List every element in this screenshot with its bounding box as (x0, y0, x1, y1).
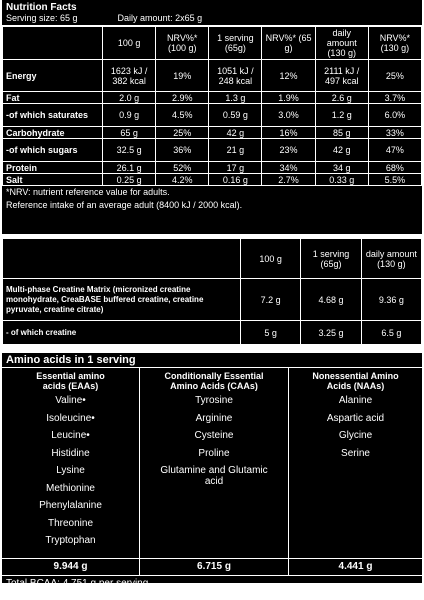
creatine-matrix-row (3, 279, 422, 321)
row-cell: 2.7% (262, 174, 315, 186)
row-cell: 25% (156, 127, 209, 139)
creatine-header-row (3, 239, 422, 279)
row-cell: 23% (262, 139, 315, 162)
nrv-footnote: *NRV: nutrient reference value for adults. (6, 187, 170, 197)
amino-item: Alanine (338, 395, 373, 406)
total-bcaa: Total BCAA: 4.751 g per serving (6, 578, 149, 589)
header-cell: 100 g (241, 239, 301, 279)
row-cell: 6.5 g (361, 321, 421, 345)
amino-item: Tyrosine (195, 395, 233, 406)
row-cell: 7.2 g (241, 279, 301, 321)
creatine-panel (2, 238, 422, 344)
row-cell: 3.25 g (301, 321, 361, 345)
row-cell: 1.3 g (209, 92, 262, 104)
row-label: Salt (3, 174, 103, 186)
nonessential-total: 4.441 g (338, 561, 373, 572)
row-cell: 6.0% (368, 104, 421, 127)
nutrition-row (3, 127, 422, 139)
nutrition-row (3, 104, 422, 127)
row-cell: 1051 kJ / 248 kcal (209, 60, 262, 92)
header-blank (3, 27, 103, 60)
row-cell: 36% (156, 139, 209, 162)
nutrition-table (2, 26, 422, 186)
row-cell: 42 g (315, 139, 368, 162)
header-blank (3, 239, 241, 279)
amino-item: Valine• (55, 395, 86, 406)
amino-item: Phenylalanine (39, 500, 102, 511)
row-cell: 17 g (209, 162, 262, 174)
amino-item: Glutamine and Glutamic acid (160, 465, 268, 487)
nutrition-header-row (3, 27, 422, 60)
creatine-matrix-label: Multi-phase Creatine Matrix (micronized creatine monohydrate, CreaBASE buffered creatine, creatine pyruvate, creatine citrate) (3, 279, 241, 321)
serving-size: Serving size: 65 g (6, 13, 78, 23)
header-cell: daily amount (130 g) (361, 239, 421, 279)
row-cell: 16% (262, 127, 315, 139)
of-which-creatine-label: - of which creatine (3, 321, 241, 345)
essential-total: 9.944 g (2, 559, 140, 575)
nutrition-row (3, 162, 422, 174)
amino-item: Cysteine (194, 430, 234, 441)
header-cell: 1 serving (65g) (209, 27, 262, 60)
amino-item: Glycine (338, 430, 373, 441)
row-label: Energy (3, 60, 103, 92)
row-cell: 33% (368, 127, 421, 139)
nutrition-facts-panel (2, 0, 422, 234)
amino-item: Histidine (51, 447, 90, 459)
amino-title: Amino acids in 1 serving (2, 353, 422, 368)
nonessential-amino-column (289, 368, 422, 558)
row-cell: 42 g (209, 127, 262, 139)
amino-item: Lysine (56, 465, 85, 476)
amino-item: Isoleucine• (46, 412, 95, 424)
row-label: Carbohydrate (3, 127, 103, 139)
row-cell: 1.9% (262, 92, 315, 104)
row-cell: 0.33 g (315, 174, 368, 186)
row-cell: 1623 kJ / 382 kcal (103, 60, 156, 92)
amino-item: Leucine• (51, 430, 90, 441)
daily-amount: Daily amount: 2x65 g (117, 13, 203, 23)
nonessential-header: Nonessential Amino Acids (NAAs) (312, 371, 399, 391)
conditional-header: Conditionally Essential Amino Acids (CAAs) (164, 371, 264, 391)
conditional-total: 6.715 g (140, 559, 289, 575)
header-cell: 1 serving (65g) (301, 239, 361, 279)
amino-item: Arginine (195, 412, 233, 424)
amino-acids-panel (2, 353, 422, 589)
row-cell: 3.0% (262, 104, 315, 127)
row-cell: 0.16 g (209, 174, 262, 186)
nutrition-row (3, 174, 422, 186)
row-cell: 4.2% (156, 174, 209, 186)
row-cell: 9.36 g (361, 279, 421, 321)
nutrition-title: Nutrition Facts (6, 2, 77, 13)
row-cell: 4.68 g (301, 279, 361, 321)
row-cell: 34 g (315, 162, 368, 174)
row-cell: 2.9% (156, 92, 209, 104)
row-cell: 32.5 g (103, 139, 156, 162)
row-label: -of which saturates (3, 104, 103, 127)
row-cell: 3.7% (368, 92, 421, 104)
row-cell: 4.5% (156, 104, 209, 127)
row-cell: 21 g (209, 139, 262, 162)
row-cell: 12% (262, 60, 315, 92)
amino-item: Serine (341, 447, 370, 459)
row-cell: 5 g (241, 321, 301, 345)
row-cell: 52% (156, 162, 209, 174)
row-label: Fat (3, 92, 103, 104)
creatine-table (2, 238, 422, 345)
amino-item: Threonine (47, 517, 94, 529)
row-cell: 2111 kJ / 497 kcal (315, 60, 368, 92)
row-cell: 5.5% (368, 174, 421, 186)
amino-item: Methionine (46, 482, 95, 494)
nutrition-row (3, 92, 422, 104)
row-cell: 68% (368, 162, 421, 174)
nutrition-row (3, 60, 422, 92)
nutrition-row (3, 139, 422, 162)
row-cell: 0.59 g (209, 104, 262, 127)
header-cell: NRV%* (130 g) (368, 27, 421, 60)
header-cell: NRV%* (100 g) (156, 27, 209, 60)
row-cell: 19% (156, 60, 209, 92)
row-cell: 2.0 g (103, 92, 156, 104)
amino-totals-row (2, 559, 422, 576)
row-cell: 25% (368, 60, 421, 92)
serving-info (2, 13, 422, 26)
amino-item: Aspartic acid (326, 412, 385, 424)
row-cell: 0.25 g (103, 174, 156, 186)
row-cell: 65 g (103, 127, 156, 139)
amino-item: Tryptophan (45, 535, 96, 546)
header-cell: NRV%* (65 g) (262, 27, 315, 60)
header-cell: daily amount (130 g) (315, 27, 368, 60)
reference-intake-note: Reference intake of an average adult (8400 kJ / 2000 kcal). (6, 200, 243, 210)
row-cell: 0.9 g (103, 104, 156, 127)
conditional-amino-column (140, 368, 289, 558)
row-cell: 85 g (315, 127, 368, 139)
creatine-of-which-row (3, 321, 422, 345)
row-cell: 2.6 g (315, 92, 368, 104)
row-cell: 47% (368, 139, 421, 162)
header-cell: 100 g (103, 27, 156, 60)
row-cell: 26.1 g (103, 162, 156, 174)
amino-columns (2, 368, 422, 559)
amino-item: Proline (198, 447, 230, 459)
row-label: Protein (3, 162, 103, 174)
essential-amino-column (2, 368, 140, 558)
row-cell: 1.2 g (315, 104, 368, 127)
row-cell: 34% (262, 162, 315, 174)
row-label: -of which sugars (3, 139, 103, 162)
essential-header: Essential amino acids (EAAs) (36, 371, 105, 391)
